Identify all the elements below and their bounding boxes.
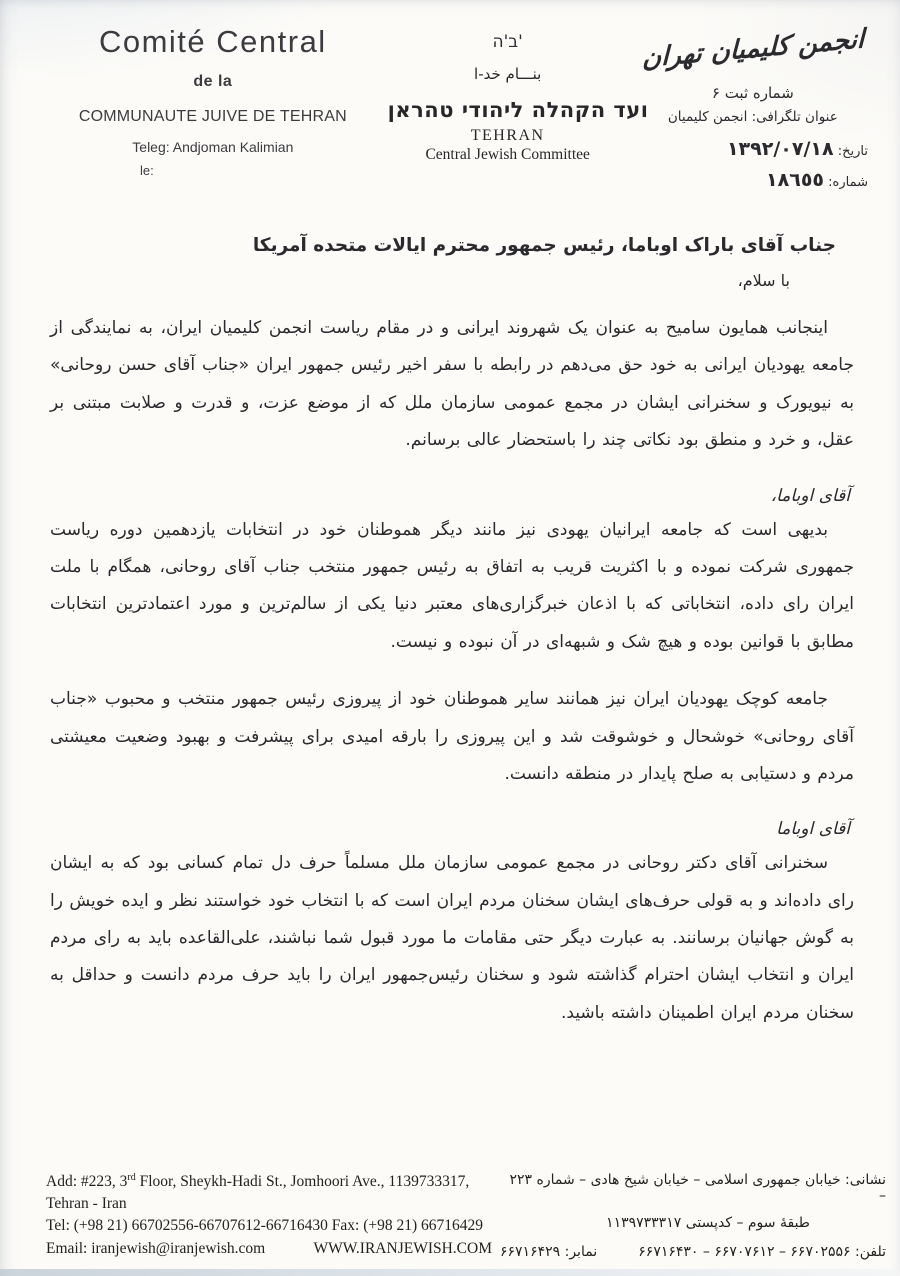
date-label: تاریخ: — [837, 144, 868, 159]
address-ordinal: rd — [127, 1171, 136, 1183]
org-name-persian-calligraphy: انجمن کلیمیان تهران — [641, 24, 865, 74]
address-suffix: Floor, Sheykh-Hadi St., Jomhoori Ave., 1139733317, — [135, 1173, 470, 1190]
org-name-french: Comité Central — [98, 24, 327, 59]
fax-number-persian: نمابر: ۶۶۷۱۶۴۲۹ — [500, 1244, 598, 1260]
salutation-line: جناب آقای باراک اوباما، رئیس جمهور محترم ایالات متحده آمریکا — [252, 235, 836, 256]
letterhead-persian-block — [628, 24, 878, 191]
telegraph-address-persian: عنوان تلگرافی: انجمن کلیمیان — [667, 109, 838, 125]
paragraph-4: سخنرانی آقای دکتر روحانی در مجمع عمومی سازمان ملل مسلماً حرف دل تمام کسانی بود که به ایشان رای داده‌اند و به قولی حرف‌های ایشان سخنان مردم ایران است که با انتخاب خود خواستند نظر و ایده خویش را به گوش جهانیان برسانند. به عبارت دیگر حتی مقامات ما مورد قبول شما نباشند، علی‌القاعده باید به رای مردم ایران و انتخاب ایشان احترام گذاشته شود و سخنان رئیس‌جمهور ایران را باید حرف مردم دانست و حداقل به سخنان مردم ایران اطمینان داشته باشید. — [50, 853, 854, 1023]
address-line-1-persian: نشانی: خیابان جمهوری اسلامی – خیابان شیخ هادی – شماره ۲۲۳ – — [509, 1172, 886, 1204]
paragraph-3: جامعه کوچک یهودیان ایران نیز همانند سایر هموطنان خود از پیروزی رئیس جمهور منتخب و محبوب «جناب آقای روحانی» خوشحال و خوشوقت شد و این پیروزی را بارقه امیدی برای پیشرفت و بهبود وضعیت معیشتی مردم و دستیابی به صلح پایدار در منطقه دانست. — [50, 689, 854, 784]
org-name-hebrew: ועד הקהלה ליהודי טהראן — [387, 98, 649, 122]
paragraph-1: اینجانب همایون سامیح به عنوان یک شهروند ایرانی و در مقام ریاست انجمن کلیمیان ایران، به نمایندگی از جامعه یهودیان ایرانی به خود حق می‌دهم در رابطه با سفر اخیر رئیس جمهور ایران «جناب آقای حسن روحانی» به نیویورک و سخنرانی ایشان در مجمع عمومی سازمان ملل که از موضع عزت، و قدرت و صلابت مبتنی بر عقل، و خرد و منطق بود نکاتی چند را باستحضار عالی برسانم. — [50, 318, 854, 451]
tel-fax-line-persian — [500, 1244, 886, 1260]
website-url: WWW.IRANJEWISH.COM — [313, 1240, 492, 1257]
city-name-english: TEHRAN — [470, 127, 545, 144]
hebrew-bh-mark: ב'ה' — [492, 32, 523, 52]
letterhead-french-block — [38, 24, 388, 178]
date-label-french: le: — [140, 163, 154, 178]
address-line-1-english — [46, 1171, 498, 1193]
telegraph-address-french: Teleg: Andjoman Kalimian — [132, 139, 294, 155]
date-value: ۱۳۹۲/۰۷/۱۸ — [726, 138, 834, 160]
org-name-english: Central Jewish Committee — [425, 146, 590, 163]
letter-date-row — [628, 138, 878, 160]
section-heading-1: آقای اوباما، — [770, 485, 850, 506]
besmellah-line: بنـــام خد-ا — [474, 65, 542, 83]
paragraph-2: بدیهی است که جامعه ایرانیان یهودی نیز مانند دیگر هموطنان خود در انتخابات یازدهمین دوره ریاست جمهوری شرکت نموده و با اکثریت قریب به اتفاق به رئیس جمهور منتخب جناب آقای روحانی، همگام با ملت ایران رای داده، انتخاباتی که با اذعان خبرگزاری‌های معتبر دنیا یکی از سالم‌ترین و مورد اعتمادترین انتخابات مطابق با قوانین بوده و هیچ شک و شبهه‌ای در آن نبوده و نیست. — [50, 519, 854, 652]
address-line-2-english: Tehran - Iran — [46, 1195, 127, 1212]
footer-address-english — [46, 1171, 498, 1260]
tel-fax-line-english: Tel: (+98 21) 66702556-66707612-66716430 Fax: (+98 21) 66716429 — [46, 1217, 484, 1234]
number-value: ١٨٦٥٥ — [766, 169, 825, 191]
address-prefix: Add: #223, 3 — [46, 1173, 128, 1190]
scan-edge-artifact — [0, 1269, 900, 1276]
email-address: Email: iranjewish@iranjewish.com — [46, 1240, 266, 1257]
email-website-row — [46, 1238, 498, 1260]
letterhead — [0, 0, 900, 191]
footer-address-persian — [500, 1172, 886, 1260]
letter-number-row — [628, 169, 878, 191]
address-line-2-persian: طبقهٔ سوم – کدپستی ۱۱۳۹۷۳۳۳۱۷ — [606, 1215, 810, 1231]
org-name-french-dela: de la — [193, 73, 233, 90]
number-label: شماره: — [828, 175, 868, 190]
greeting-line: با سلام، — [737, 271, 790, 290]
letter-footer — [0, 1171, 900, 1260]
section-heading-2: آقای اوباما — [776, 819, 850, 840]
org-name-french-community: COMMUNAUTE JUIVE DE TEHRAN — [78, 108, 347, 125]
letter-body — [0, 235, 900, 1032]
letterhead-center-block — [387, 24, 649, 164]
telephone-numbers-persian: تلفن: ۶۶۷۰۲۵۵۶ – ۶۶۷۰۷۶۱۲ – ۶۶۷۱۶۴۳۰ — [638, 1244, 886, 1260]
registration-number: شماره ثبت ۶ — [711, 84, 794, 102]
